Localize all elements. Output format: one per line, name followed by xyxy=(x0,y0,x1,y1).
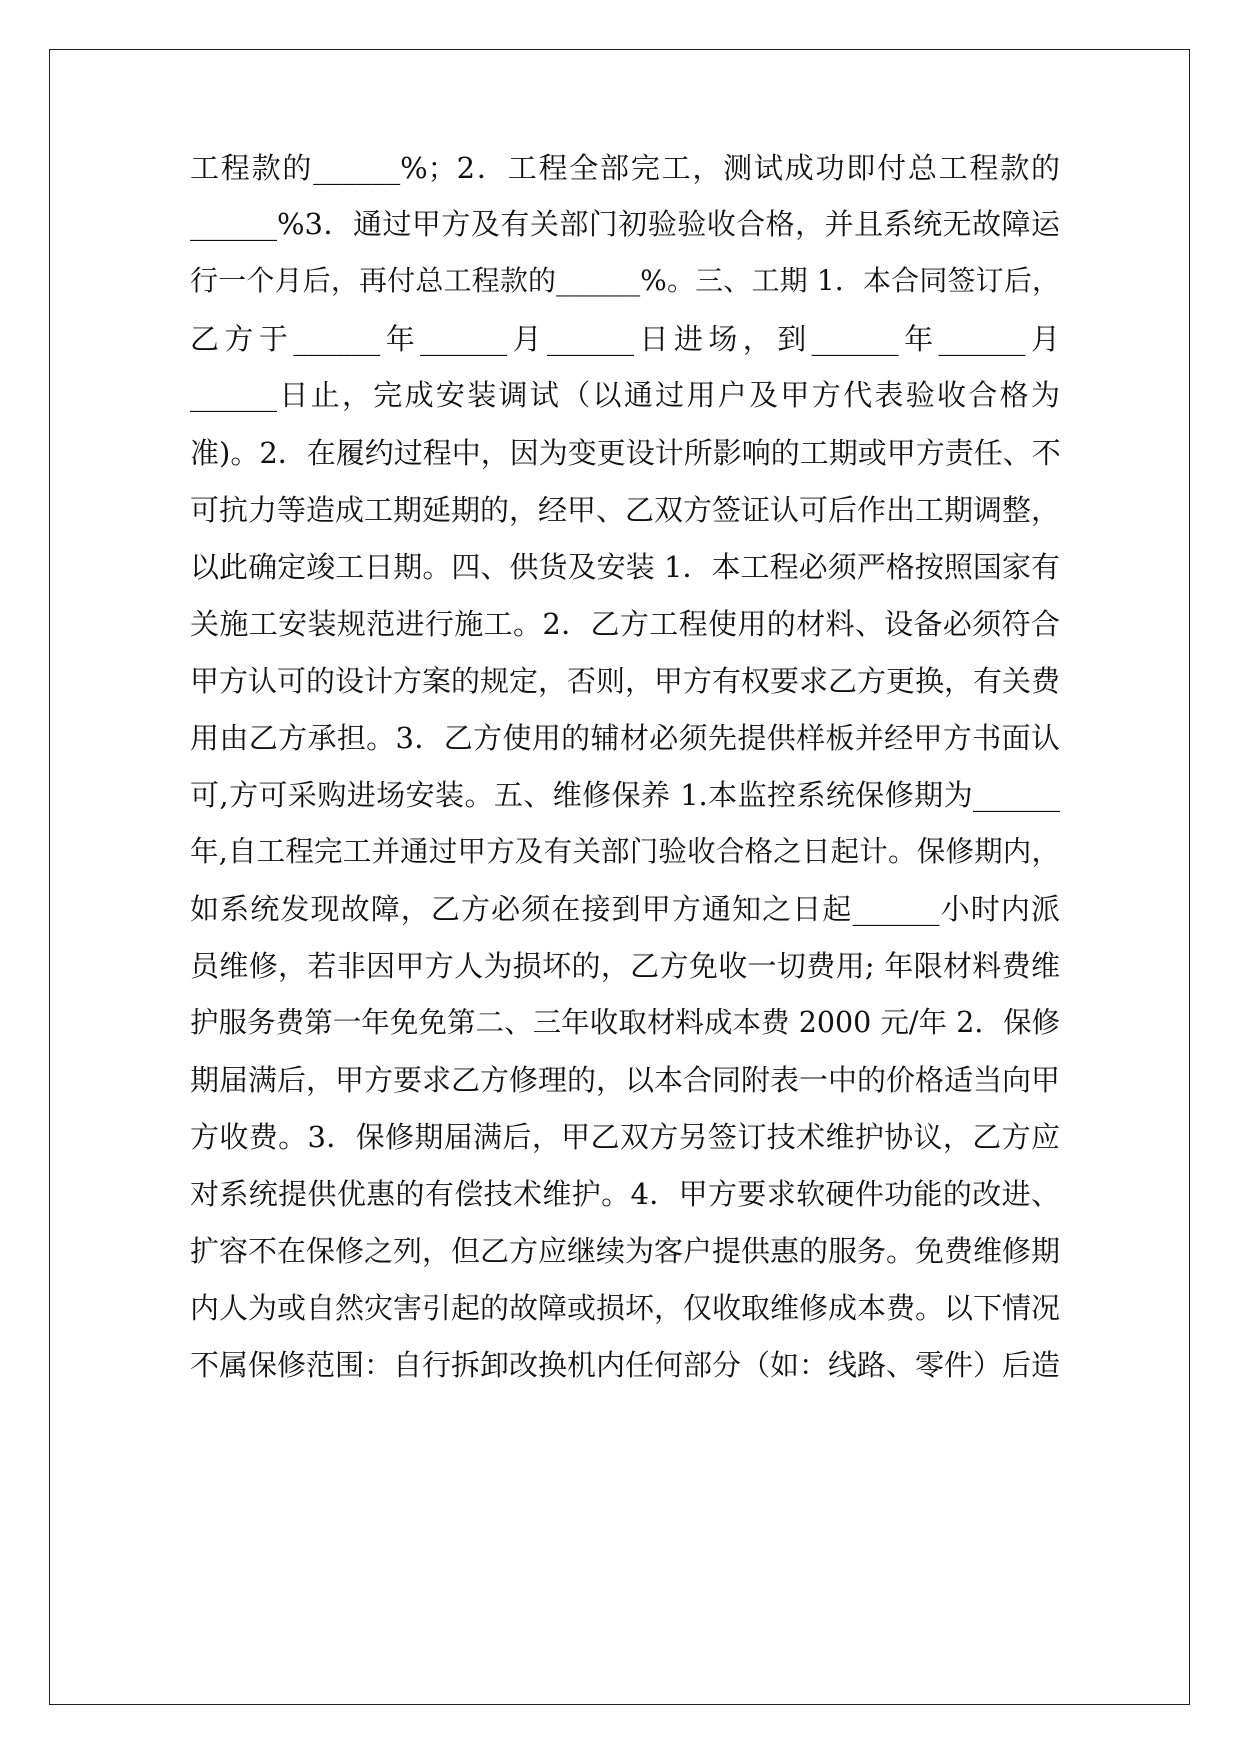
text-line: 年,自工程完工并通过甲方及有关部门验收合格之日起计。保修期内， xyxy=(190,835,1060,868)
text-line: 关施工安装规范进行施工。2．乙方工程使用的材料、设备必须符合 xyxy=(190,607,1060,641)
text-line: 甲方认可的设计方案的规定，否则，甲方有权要求乙方更换，有关费 xyxy=(190,664,1061,698)
text-line: 可,方可采购进场安装。五、维修保养 1.本监控系统保修期为______ xyxy=(190,778,1060,812)
text-line: 工程款的______%；2．工程全部完工，测试成功即付总工程款的 xyxy=(190,151,1060,185)
text-line: 护服务费第一年免免第二、三年收取材料成本费 2000 元/年 2．保修 xyxy=(190,1006,1060,1039)
text-line: 对系统提供优惠的有偿技术维护。4．甲方要求软硬件功能的改进、 xyxy=(190,1177,1060,1211)
text-line: 员维修，若非因甲方人为损坏的，乙方免收一切费用; 年限材料费维 xyxy=(190,949,1060,983)
text-line: 期届满后，甲方要求乙方修理的，以本合同附表一中的价格适当向甲 xyxy=(190,1063,1061,1097)
text-line: 准)。2．在履约过程中，因为变更设计所影响的工期或甲方责任、不 xyxy=(190,436,1061,470)
text-line: ______日止，完成安装调试（以通过用户及甲方代表验收合格为 xyxy=(190,378,1060,412)
text-line: 用由乙方承担。3．乙方使用的辅材必须先提供样板并经甲方书面认 xyxy=(190,721,1060,755)
text-line: 行一个月后，再付总工程款的______%。三、工期 1．本合同签订后， xyxy=(190,264,1060,297)
text-line: 乙方于______年______月______日进场，到______年______月 xyxy=(190,322,1060,356)
text-line: 方收费。3．保修期届满后，甲乙双方另签订技术维护协议，乙方应 xyxy=(190,1120,1060,1154)
text-line: 不属保修范围：自行拆卸改换机内任何部分（如：线路、零件）后造 xyxy=(190,1348,1061,1382)
text-line: 以此确定竣工日期。四、供货及安装 1．本工程必须严格按照国家有 xyxy=(190,550,1060,584)
text-line: ______%3．通过甲方及有关部门初验验收合格，并且系统无故障运 xyxy=(190,207,1060,241)
text-line: 扩容不在保修之列，但乙方应继续为客户提供惠的服务。免费维修期 xyxy=(190,1234,1061,1268)
text-line: 可抗力等造成工期延期的，经甲、乙双方签证认可后作出工期调整， xyxy=(190,493,1061,527)
text-line: 如系统发现故障，乙方必须在接到甲方通知之日起______小时内派 xyxy=(190,892,1060,926)
text-line: 内人为或自然灾害引起的故障或损坏，仅收取维修成本费。以下情况 xyxy=(190,1291,1061,1325)
